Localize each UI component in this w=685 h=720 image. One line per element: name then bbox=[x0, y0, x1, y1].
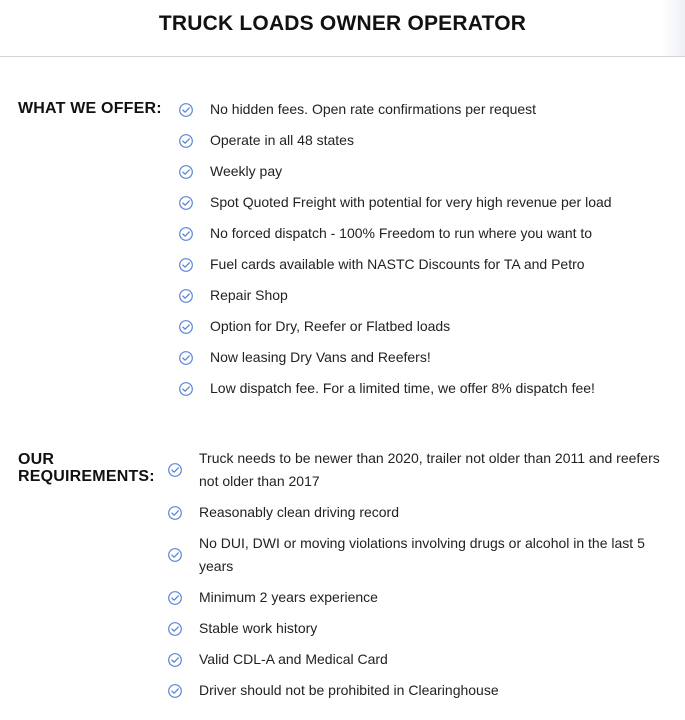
list-item: Reasonably clean driving record bbox=[167, 501, 399, 524]
list-item: Truck needs to be newer than 2020, trailer not older than 2011 and reefers not older than 2017 bbox=[167, 447, 677, 493]
requirements-heading bbox=[18, 451, 155, 485]
check-circle-icon bbox=[167, 547, 183, 563]
requirements-heading-line-2: REQUIREMENTS: bbox=[18, 468, 155, 485]
check-circle-icon bbox=[167, 652, 183, 668]
check-circle-icon bbox=[178, 350, 194, 366]
check-circle-icon bbox=[178, 195, 194, 211]
list-item: Minimum 2 years experience bbox=[167, 586, 378, 609]
list-item: Option for Dry, Reefer or Flatbed loads bbox=[178, 315, 450, 338]
check-circle-icon bbox=[178, 226, 194, 242]
offer-heading: WHAT WE OFFER: bbox=[18, 100, 162, 117]
list-item: Valid CDL-A and Medical Card bbox=[167, 648, 388, 671]
check-circle-icon bbox=[178, 164, 194, 180]
list-item: Weekly pay bbox=[178, 160, 282, 183]
check-circle-icon bbox=[178, 381, 194, 397]
list-item: No forced dispatch - 100% Freedom to run where you want to bbox=[178, 222, 592, 245]
requirements-heading-line-1: OUR bbox=[18, 451, 55, 468]
list-item: Repair Shop bbox=[178, 284, 288, 307]
check-circle-icon bbox=[167, 505, 183, 521]
check-circle-icon bbox=[178, 288, 194, 304]
check-circle-icon bbox=[178, 102, 194, 118]
list-item: No DUI, DWI or moving violations involving drugs or alcohol in the last 5 years bbox=[167, 532, 677, 578]
list-item: Stable work history bbox=[167, 617, 317, 640]
check-circle-icon bbox=[178, 133, 194, 149]
check-circle-icon bbox=[167, 621, 183, 637]
check-circle-icon bbox=[178, 257, 194, 273]
check-circle-icon bbox=[167, 462, 183, 478]
page-header bbox=[0, 0, 685, 57]
list-item: Driver should not be prohibited in Clearinghouse bbox=[167, 679, 499, 702]
list-item: Operate in all 48 states bbox=[178, 129, 354, 152]
check-circle-icon bbox=[178, 319, 194, 335]
page-title: TRUCK LOADS OWNER OPERATOR bbox=[158, 12, 527, 35]
list-item: Low dispatch fee. For a limited time, we offer 8% dispatch fee! bbox=[178, 377, 595, 400]
list-item: Spot Quoted Freight with potential for very high revenue per load bbox=[178, 191, 612, 214]
list-item: Fuel cards available with NASTC Discounts for TA and Petro bbox=[178, 253, 585, 276]
list-item: No hidden fees. Open rate confirmations per request bbox=[178, 98, 536, 121]
check-circle-icon bbox=[167, 683, 183, 699]
list-item: Now leasing Dry Vans and Reefers! bbox=[178, 346, 431, 369]
check-circle-icon bbox=[167, 590, 183, 606]
